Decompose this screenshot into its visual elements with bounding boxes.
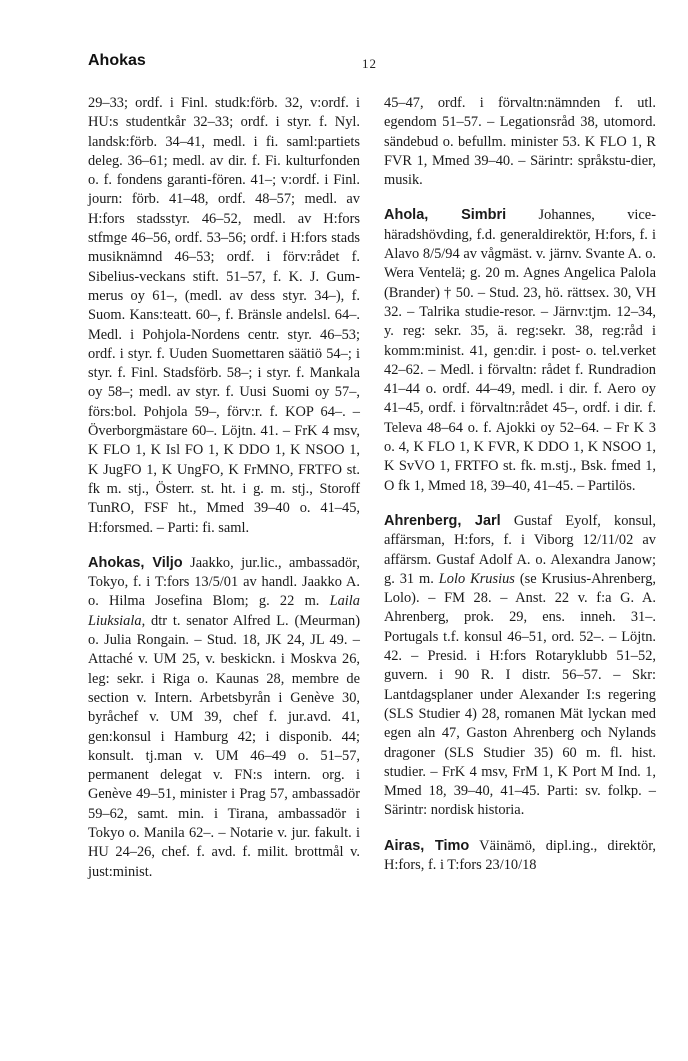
entry-spouse-name: Lolo Krusius bbox=[438, 570, 515, 587]
entry-text: Johannes, vice-häradshövding, f.d. generaldirektör, H:fors, f. i Alavo 8/5/94 av vågmäst. v. järnv. Svante A. o. Wera Ventelä; g. 20 m. Agnes Angelica Palola (Brander) † 50. – Stud. 23, hö. rättsex. 30, VH 32. – Talrika studie-resor. – Järnv:tjm. 12–34, y. reg: sekr. 35, ä. reg:sekr. 38, reg:råd i komm:minist. 41, gen:dir. i post- o. tel.verket 42–62. – Medl. i förvaltn: rådet f. Rundradion 41–44 o. ordf. 44–49, medl. i dir. f. Aero oy 41–45, ordf. i förvaltn:rådet 45–, ordf. i dir. f. Televa 48–64 o. f. Ajokki oy 52–64. – Fr K 3 o. 4, K FLO 1, K FVR, K DDO 1, K NSOO 1, K SvVO 1, FRTFO st. fk. m.stj., Bsk. fmed 1, O fk 1, Mmed 18, 39–40, 41–45. – Partilös. bbox=[384, 207, 656, 494]
entry-text: Jaakko, jur.lic., ambassadör, Tokyo, f. i T:fors 13/5/01 av handl. Jaakko A. o. Hilma Josefina Blom; g. 22 m. bbox=[88, 554, 360, 610]
left-column bbox=[88, 94, 360, 882]
entry-name: Airas, Timo bbox=[384, 837, 470, 854]
entry-spouse-name: Laila Liuksiala bbox=[88, 593, 360, 629]
entry-text: Gustaf Eyolf, konsul, affärsman, H:fors, f. i Viborg 12/11/02 av affärsm. Gustaf Adolf A. o. Alexandra Janow; g. 31 m. bbox=[384, 512, 656, 587]
entry-continuation-right: 45–47, ordf. i förvaltn:nämnden f. utl. egendom 51–57. – Legationsråd 38, utomord. sändebud o. befullm. minister 53. K FLO 1, R FVR 1, Mmed 39–40. – Särintr: språkstu-dier, musik. bbox=[384, 95, 656, 189]
entry-ahola-simbri bbox=[384, 206, 656, 495]
entry-name: Ahola, Simbri bbox=[384, 207, 507, 224]
entry-airas-timo bbox=[384, 837, 656, 876]
entry-name: Ahrenberg, Jarl bbox=[384, 512, 501, 529]
entry-text: (se Krusius-Ahrenberg, Lolo). – FM 28. – Anst. 22 v. f:a G. A. Ahrenberg, prok. 29, ens. inneh. 31–. Portugals t.f. konsul 46–51, ord. 52–. – Löjtn. 42. – Presid. i H:fors Rotaryklubb 51–52, guvern. i 90 R. I distr. 56–57. – Skr: Lantdagsplaner under Alexander I:s regering (SLS Studier 4) 28, romanen Mät lyckan med egen aln 47, Gaston Ahrenberg och Nylands dragoner (SLS Studier 35) 60 m. fl. hist. studier. – FrK 4 msv, FrM 1, K Port M Ind. 1, Mmed 18, 39–40, 41–45. Parti: sv. folkp. – Särintr: nordisk historia. bbox=[384, 570, 656, 819]
entry-continuation-left: 29–33; ordf. i Finl. studk:förb. 32, v:ordf. i HU:s studentkår 32–33; ordf. i styr. f. Nyl. landsk:förb. 34–41, medl. i fi. saml:partiets deleg. 36–61; medl. av dir. f. Fi. kulturfonden o. f. fondens garanti-fören. 41–; v:ordf. i Finl. journ: förb. 41–48, ordf. 48–57; medl. av H:fors stadsstyr. 46–52, medl. av H:fors stfmge 46–56, ordf. 53–56; ordf. i H:fors stads musiknämnd 46–53; ordf. i förv:rådet f. Sibelius-veckans stift. 51–57, f. K. J. Gum-merus oy 61–, (medl. av dess styr. 34–), f. Suom. Kans:teatt. 60–, f. Bränsle andelsl. 64–. Medl. i Pohjola-Nordens centr. styr. 46–53; ordf. i styr. f. Uuden Suomettaren säätiö 54–; i styr. f. Finl. Stadsförb. 58–; i styr. f. Mankala oy 58–; medl. av styr. f. Uusi Suomi oy 57–, förs:bol. Pohjola 59–, förv:r. f. KOP 64–. – Överborgmästare 60–. Löjtn. 41. – FrK 4 msv, K FLO 1, K Isl FO 1, K DDO 1, K NSOO 1, K JugFO 1, K UngFO, K FrMNO, FRTFO st. fk m. stj., Österr. st. ht. i g. m. stj., Storoff TunRO, FSF ht., Mmed 39–40 o. 41–45, H:forsmed. – Parti: fi. saml. bbox=[88, 95, 360, 536]
entry-text: , dtr t. senator Alfred L. (Meurman) o. Julia Rongain. – Stud. 18, JK 24, JL 49. – Attaché v. UM 25, v. beskickn. i Moskva 26, leg: sekr. i Riga o. Kaunas 28, membre de section v. Intern. Arbetsbyrån i Genève 30, byråchef v. UM 39, chef f. jur.avd. 41, gen:konsul i Hamburg 42; i disponib. 44; konsult. tj.man v. UM 46–49 o. 51–57, permanent delegat v. FN:s intern. org. i Genève 49–51, minister i Prag 57, ambassadör 59–62, samt. min. i Tirana, ambassadör i Tokyo o. Manila 62–. – Notarie v. jur. fakult. i HU 24–26, chef. f. avd. f. milit. brottmål v. just:minist. bbox=[88, 612, 360, 880]
running-head: Ahokas bbox=[88, 52, 146, 69]
page-number: 12 bbox=[362, 56, 377, 71]
entry-name: Ahokas, Viljo bbox=[88, 554, 183, 571]
entry-ahokas-viljo bbox=[88, 554, 360, 882]
page-header bbox=[0, 52, 688, 76]
right-column bbox=[384, 94, 656, 875]
entry-ahrenberg-jarl bbox=[384, 512, 656, 821]
entry-text: Väinämö, dipl.ing., direktör, H:fors, f. i T:fors 23/10/18 bbox=[384, 837, 657, 873]
